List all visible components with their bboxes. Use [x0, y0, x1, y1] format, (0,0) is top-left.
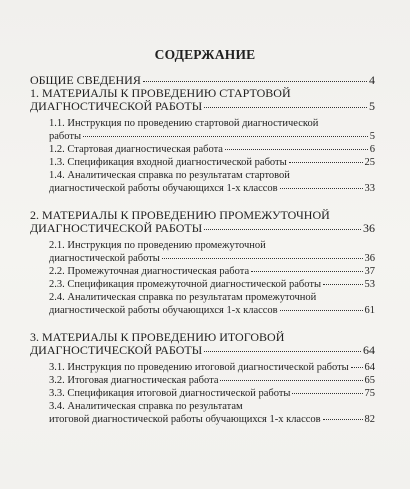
toc-entry-text: 2.2. Промежуточная диагностическая работа	[49, 266, 250, 277]
toc-subentry-2-1-line2	[49, 252, 375, 265]
section-heading-line1: 2. МАТЕРИАЛЫ К ПРОВЕДЕНИЮ ПРОМЕЖУТОЧНОЙ	[30, 208, 330, 222]
toc-subsection-list-3	[30, 357, 375, 426]
toc-entry-text: итоговой диагностической работы обучающихся 1-х классов	[49, 414, 321, 425]
toc-subentry-2-1-line1: 2.1. Инструкция по проведению промежуточной	[49, 240, 266, 251]
toc-section-3	[30, 331, 375, 357]
leader-dots	[251, 270, 362, 272]
leader-dots	[351, 366, 363, 368]
page-number: 53	[364, 279, 375, 290]
toc-subentry-1-4-line2	[49, 182, 375, 195]
toc-subentry-2-4-line1: 2.4. Аналитическая справка по результатам промежуточной	[49, 292, 317, 303]
leader-dots	[225, 148, 368, 150]
page-number: 65	[364, 375, 375, 386]
leader-dots	[220, 379, 362, 381]
toc-entry-text: 2.3. Спецификация промежуточной диагностической работы	[49, 279, 322, 290]
table-of-contents	[30, 74, 375, 426]
toc-entry-text: 3.1. Инструкция по проведению итоговой диагностической работы	[49, 362, 349, 373]
toc-subentry-2-3	[49, 278, 375, 291]
toc-subentry-1-4-line1: 1.4. Аналитическая справка по результатам стартовой	[49, 170, 290, 181]
leader-dots	[280, 309, 363, 311]
leader-dots	[280, 187, 363, 189]
toc-entry-text: 1.2. Стартовая диагностическая работа	[49, 144, 223, 155]
page-number: 6	[369, 144, 375, 155]
toc-entry-text: диагностической работы	[49, 253, 160, 264]
page-number: 82	[364, 414, 375, 425]
page-number: 37	[364, 266, 375, 277]
page-title: СОДЕРЖАНИЕ	[154, 47, 256, 62]
page-number: 64	[364, 362, 375, 373]
toc-entry-text: ОБЩИЕ СВЕДЕНИЯ	[30, 73, 141, 87]
section-heading-line2	[30, 222, 375, 235]
section-heading-line2	[30, 344, 375, 357]
toc-entry-text: ДИАГНОСТИЧЕСКОЙ РАБОТЫ	[30, 221, 203, 235]
page-number: 61	[364, 305, 375, 316]
section-heading-line2	[30, 100, 375, 113]
leader-dots	[204, 350, 361, 352]
toc-entry-text: диагностической работы обучающихся 1-х классов	[49, 183, 278, 194]
toc-section-1	[30, 87, 375, 113]
page-number: 5	[369, 99, 375, 113]
toc-entry-text: диагностической работы обучающихся 1-х классов	[49, 305, 278, 316]
toc-entry-text: работы	[49, 131, 82, 142]
leader-dots	[204, 106, 367, 108]
toc-subentry-2-4-line2	[49, 304, 375, 317]
toc-subentry-3-1	[49, 361, 375, 374]
toc-subentry-1-1-line1: 1.1. Инструкция по проведению стартовой диагностической	[49, 118, 319, 129]
leader-dots	[323, 283, 362, 285]
toc-entry-text: ДИАГНОСТИЧЕСКОЙ РАБОТЫ	[30, 343, 203, 357]
page-number: 36	[364, 253, 375, 264]
toc-subentry-3-3	[49, 387, 375, 400]
toc-section-2	[30, 209, 375, 235]
page-number: 75	[364, 388, 375, 399]
leader-dots	[289, 161, 363, 163]
section-heading-line1: 1. МАТЕРИАЛЫ К ПРОВЕДЕНИЮ СТАРТОВОЙ	[30, 86, 291, 100]
page-number: 25	[364, 157, 375, 168]
toc-subsection-list-1	[30, 113, 375, 195]
toc-entry-text: 3.2. Итоговая диагностическая работа	[49, 375, 219, 386]
toc-subsection-list-2	[30, 235, 375, 317]
toc-subentry-3-4-line1: 3.4. Аналитическая справка по результатам	[49, 401, 243, 412]
toc-subentry-3-4-line2	[49, 413, 375, 426]
page-number: 36	[363, 221, 375, 235]
toc-entry-text: 1.3. Спецификация входной диагностической работы	[49, 157, 287, 168]
leader-dots	[323, 418, 363, 420]
page-number: 33	[364, 183, 375, 194]
page-number: 4	[369, 73, 375, 87]
toc-subentry-3-2	[49, 374, 375, 387]
page-number: 5	[369, 131, 375, 142]
page-number: 64	[363, 343, 375, 357]
toc-entry-text: 3.3. Спецификация итоговой диагностической работы	[49, 388, 291, 399]
toc-subentry-1-3	[49, 156, 375, 169]
toc-subentry-1-2	[49, 143, 375, 156]
toc-subentry-1-1-line2	[49, 130, 375, 143]
leader-dots	[204, 228, 361, 230]
toc-subentry-2-2	[49, 265, 375, 278]
section-heading-line1: 3. МАТЕРИАЛЫ К ПРОВЕДЕНИЮ ИТОГОВОЙ	[30, 330, 285, 344]
leader-dots	[162, 257, 363, 259]
toc-entry-text: ДИАГНОСТИЧЕСКОЙ РАБОТЫ	[30, 99, 203, 113]
leader-dots	[143, 80, 367, 82]
leader-dots	[292, 392, 362, 394]
leader-dots	[83, 135, 368, 137]
